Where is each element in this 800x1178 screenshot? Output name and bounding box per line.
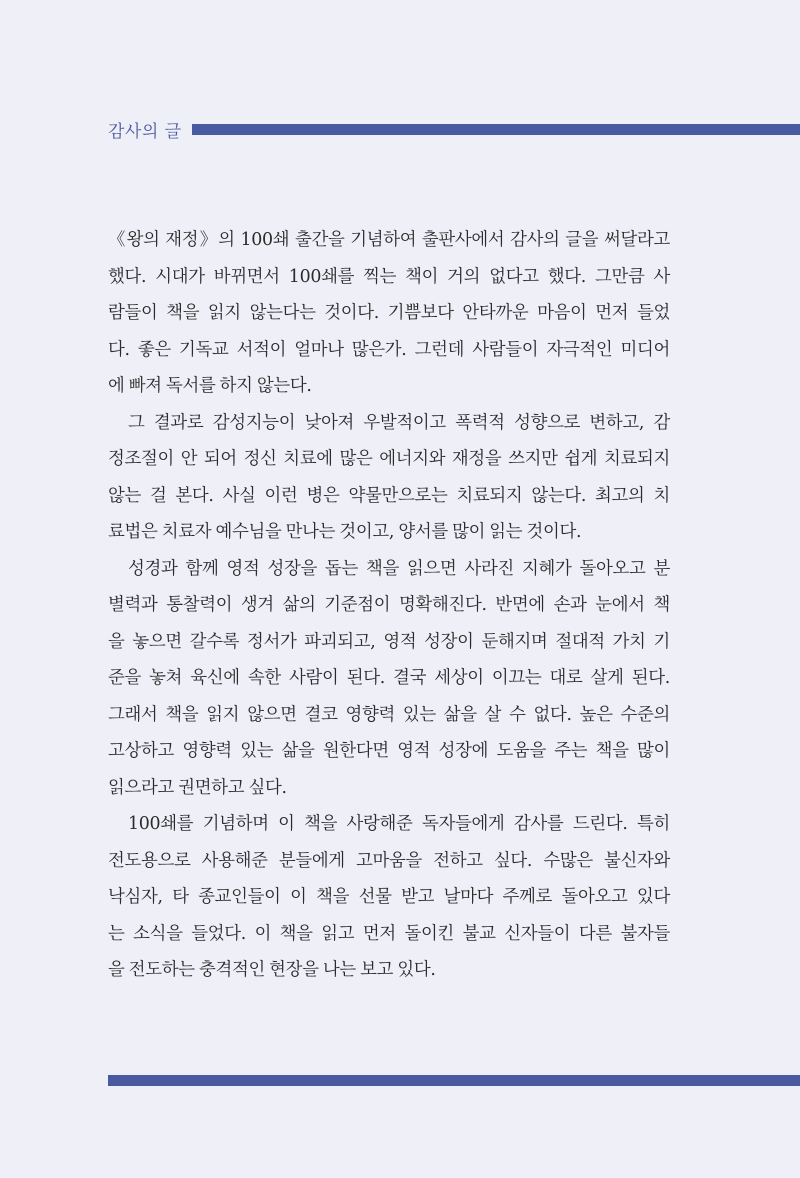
text-line: 전도용으로 사용해준 분들에게 고마움을 전하고 싶다. 수많은 불신자와 <box>108 850 670 871</box>
paragraph-3 <box>108 551 670 807</box>
text-line: 을 놓으면 갈수록 정서가 파괴되고, 영적 성장이 둔해지며 절대적 가치 기 <box>108 631 670 652</box>
paragraph-2 <box>108 405 670 551</box>
text-line: 을 전도하는 충격적인 현장을 나는 보고 있다. <box>108 960 436 980</box>
text-line: 정조절이 안 되어 정신 치료에 많은 에너지와 재정을 쓰지만 쉽게 치료되지 <box>108 449 670 469</box>
text-line: 는 소식을 들었다. 이 책을 읽고 먼저 돌이킨 불교 신자들이 다른 불자들 <box>108 923 670 944</box>
text-line: 료법은 치료자 예수님을 만나는 것이고, 양서를 많이 읽는 것이다. <box>108 522 582 542</box>
paragraph-1 <box>108 222 670 405</box>
text-line: 그래서 책을 읽지 않으면 결코 영향력 있는 삶을 살 수 없다. 높은 수준의 <box>108 704 670 725</box>
text-line: 않는 걸 본다. 사실 이런 병은 약물만으로는 치료되지 않는다. 최고의 치 <box>108 485 670 506</box>
text-line: 했다. 시대가 바뀌면서 100쇄를 찍는 책이 거의 없다고 했다. 그만큼 사 <box>108 266 670 287</box>
text-line: 에 빠져 독서를 하지 않는다. <box>108 376 312 396</box>
text-line: 100쇄를 기념하며 이 책을 사랑해준 독자들에게 감사를 드린다. 특히 <box>128 814 670 834</box>
text-line: 그 결과로 감성지능이 낮아져 우발적이고 폭력적 성향으로 변하고, 감 <box>128 412 670 433</box>
page-body <box>108 222 670 989</box>
text-line: 별력과 통찰력이 생겨 삶의 기준점이 명확해진다. 반면에 손과 눈에서 책 <box>108 595 670 615</box>
text-line: 람들이 책을 읽지 않는다는 것이다. 기쁨보다 안타까운 마음이 먼저 들었 <box>108 303 670 323</box>
text-line: 성경과 함께 영적 성장을 돕는 책을 읽으면 사라진 지혜가 돌아오고 분 <box>128 558 670 579</box>
paragraph-4 <box>108 806 670 989</box>
page-header <box>108 116 800 142</box>
text-line: 낙심자, 타 종교인들이 이 책을 선물 받고 날마다 주께로 돌아오고 있다 <box>108 887 670 907</box>
text-line: 준을 놓쳐 육신에 속한 사람이 된다. 결국 세상이 이끄는 대로 살게 된다. <box>108 668 670 688</box>
footer-rule <box>108 1075 800 1086</box>
text-line: 고상하고 영향력 있는 삶을 원한다면 영적 성장에 도움을 주는 책을 많이 <box>108 741 670 761</box>
text-line: 읽으라고 권면하고 싶다. <box>108 777 287 798</box>
text-line: 다. 좋은 기독교 서적이 얼마나 많은가. 그런데 사람들이 자극적인 미디어 <box>108 339 670 360</box>
header-rule <box>192 124 800 135</box>
text-line: 《왕의 재정》의 100쇄 출간을 기념하여 출판사에서 감사의 글을 써달라고 <box>108 230 670 250</box>
section-title: 감사의 글 <box>108 121 182 142</box>
